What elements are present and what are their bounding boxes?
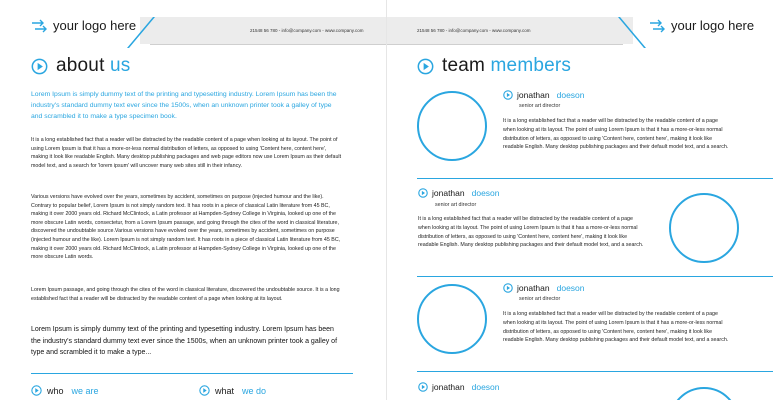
subheading-word: who [47,385,64,396]
title-accent-word: members [490,55,572,76]
member-divider [417,178,773,179]
section-heading-team [417,55,571,77]
body-paragraph: Various versions have evolved over the years, sometimes by accident, sometimes on purpose (injected humour and the like). Contrary to popular belief, Lorem Ipsum is not simply random text. It has roots in a piece of classical Latin literature from 45 BC, making it over 2000 years old. Richard McClintock, a Latin professor at Hampden-Sydney College in Virginia, looked up one of the more obscure Latin words, consectetur, from a Lorem Ipsum passage, and going through the cites of the word in classical literature, discovered the undoubtable source.Various versions have evolved over the years, sometimes by accident, sometimes on purpose (injected humour and the like). Lorem Ipsum is not simply random text. It has roots in a piece of classical Latin literature from 45 BC, making it over 2000 years old. Richard McClintock, a Latin professor at Hampden-Sydney College in Virginia, looked up one of the more obscure Latin words. [31,194,341,261]
member-photo-placeholder [417,284,487,354]
section-divider [31,373,353,374]
member-divider [417,276,773,277]
member-bio: It is a long established fact that a reader will be distracted by the readable content of a page when looking at its layout. The point of using Lorem Ipsum is that it has a more-or-less normal distribution of letters, as opposed to using 'Content here, content here', making it look like readable English. Many desktop publishing packages and their default model text, and a search. [503,311,729,344]
page-title [56,55,131,77]
play-circle-icon [503,90,513,100]
logo [649,18,754,33]
member-name [503,283,585,293]
lead-paragraph: Lorem Ipsum is simply dummy text of the printing and typesetting industry. Lorem Ipsum has been the industry's standard dummy text ever since the 1500s, when an unknown printer took a galley of type and scrambled it to make a type specimen book. [31,91,337,120]
title-word: about [56,55,105,76]
subheading-accent-word: we do [242,385,267,396]
play-circle-icon [31,385,42,396]
arrows-icon [649,19,665,33]
member-first-name: jonathan [432,188,465,198]
play-circle-icon [503,283,513,293]
team-member-card [387,281,773,377]
member-photo-placeholder [417,91,487,161]
member-first-name: jonathan [517,90,550,100]
header-rule [387,44,623,45]
subheading-who-we-are [31,385,99,396]
section-heading-about [31,55,131,77]
member-role: senior art director [519,296,561,302]
member-first-name: jonathan [432,382,465,392]
logo-text: your logo here [671,18,755,33]
team-member-card [387,378,773,400]
play-circle-icon [199,385,210,396]
play-circle-icon [417,58,434,75]
play-circle-icon [31,58,48,75]
member-role: senior art director [519,103,561,109]
member-divider [417,371,773,372]
member-last-name: doeson [471,188,500,198]
member-first-name: jonathan [517,283,550,293]
member-name [418,382,500,392]
about-page [0,0,386,400]
body-paragraph: Lorem Ipsum passage, and going through the cites of the word in classical literature, discovered the undoubtable source. It is a long established fact that a reader will be distracted by the readable content of a page when looking at its layout. [31,287,340,302]
member-bio: It is a long established fact that a reader will be distracted by the readable content of a page when looking at its layout. The point of using Lorem Ipsum is that it has a more-or-less normal distribution of letters, as opposed to using 'Content here, content here', making it look like readable English. Many desktop publishing packages and their default model text, and a search. [418,216,644,249]
body-paragraph: It is a long established fact that a reader will be distracted by the readable content of a page when looking at its layout. The point of using Lorem Ipsum is that it has a more-or-less normal distribution of letters, as opposed to using 'Content here, content here', making it look like readable English. Many desktop publishing packages and web page editors now use Lorem Ipsum as their default model text, and a search for 'lorem ipsum' will uncover many web sites still in their infancy. [31,137,342,169]
arrows-icon [31,19,47,33]
subheading-what-we-do [199,385,266,396]
subheading-accent-word: we are [71,385,99,396]
team-member-card [387,184,773,280]
member-last-name: doeson [471,382,500,392]
pull-quote: Lorem Ipsum is simply dummy text of the printing and typesetting industry. Lorem Ipsum has been the industry's standard dummy text ever since the 1500s, when an unknown printer took a galley of type and scrambled it to make a type... [31,326,338,356]
title-word: team [442,55,486,76]
member-role: senior art director [435,202,477,208]
contact-info: 21548 56 780 - info@company.com - www.company.com [417,28,531,33]
logo-text: your logo here [53,18,137,33]
member-last-name: doeson [556,283,585,293]
logo [31,18,136,33]
member-last-name: doeson [556,90,585,100]
member-photo-placeholder [669,387,739,400]
member-photo-placeholder [669,193,739,263]
play-circle-icon [418,188,428,198]
subheading-word: what [215,385,235,396]
title-accent-word: us [110,55,131,76]
team-member-card [387,88,773,184]
member-name [418,188,500,198]
member-bio: It is a long established fact that a reader will be distracted by the readable content of a page when looking at its layout. The point of using Lorem Ipsum is that it has a more-or-less normal distribution of letters, as opposed to using 'Content here, content here', making it look like readable English. Many desktop publishing packages and their default model text, and a search. [503,118,729,151]
member-name [503,90,585,100]
page-title [442,55,571,77]
header-rule [150,44,386,45]
play-circle-icon [418,382,428,392]
contact-info: 21548 56 780 - info@company.com - www.company.com [250,28,364,33]
team-page [387,0,773,400]
